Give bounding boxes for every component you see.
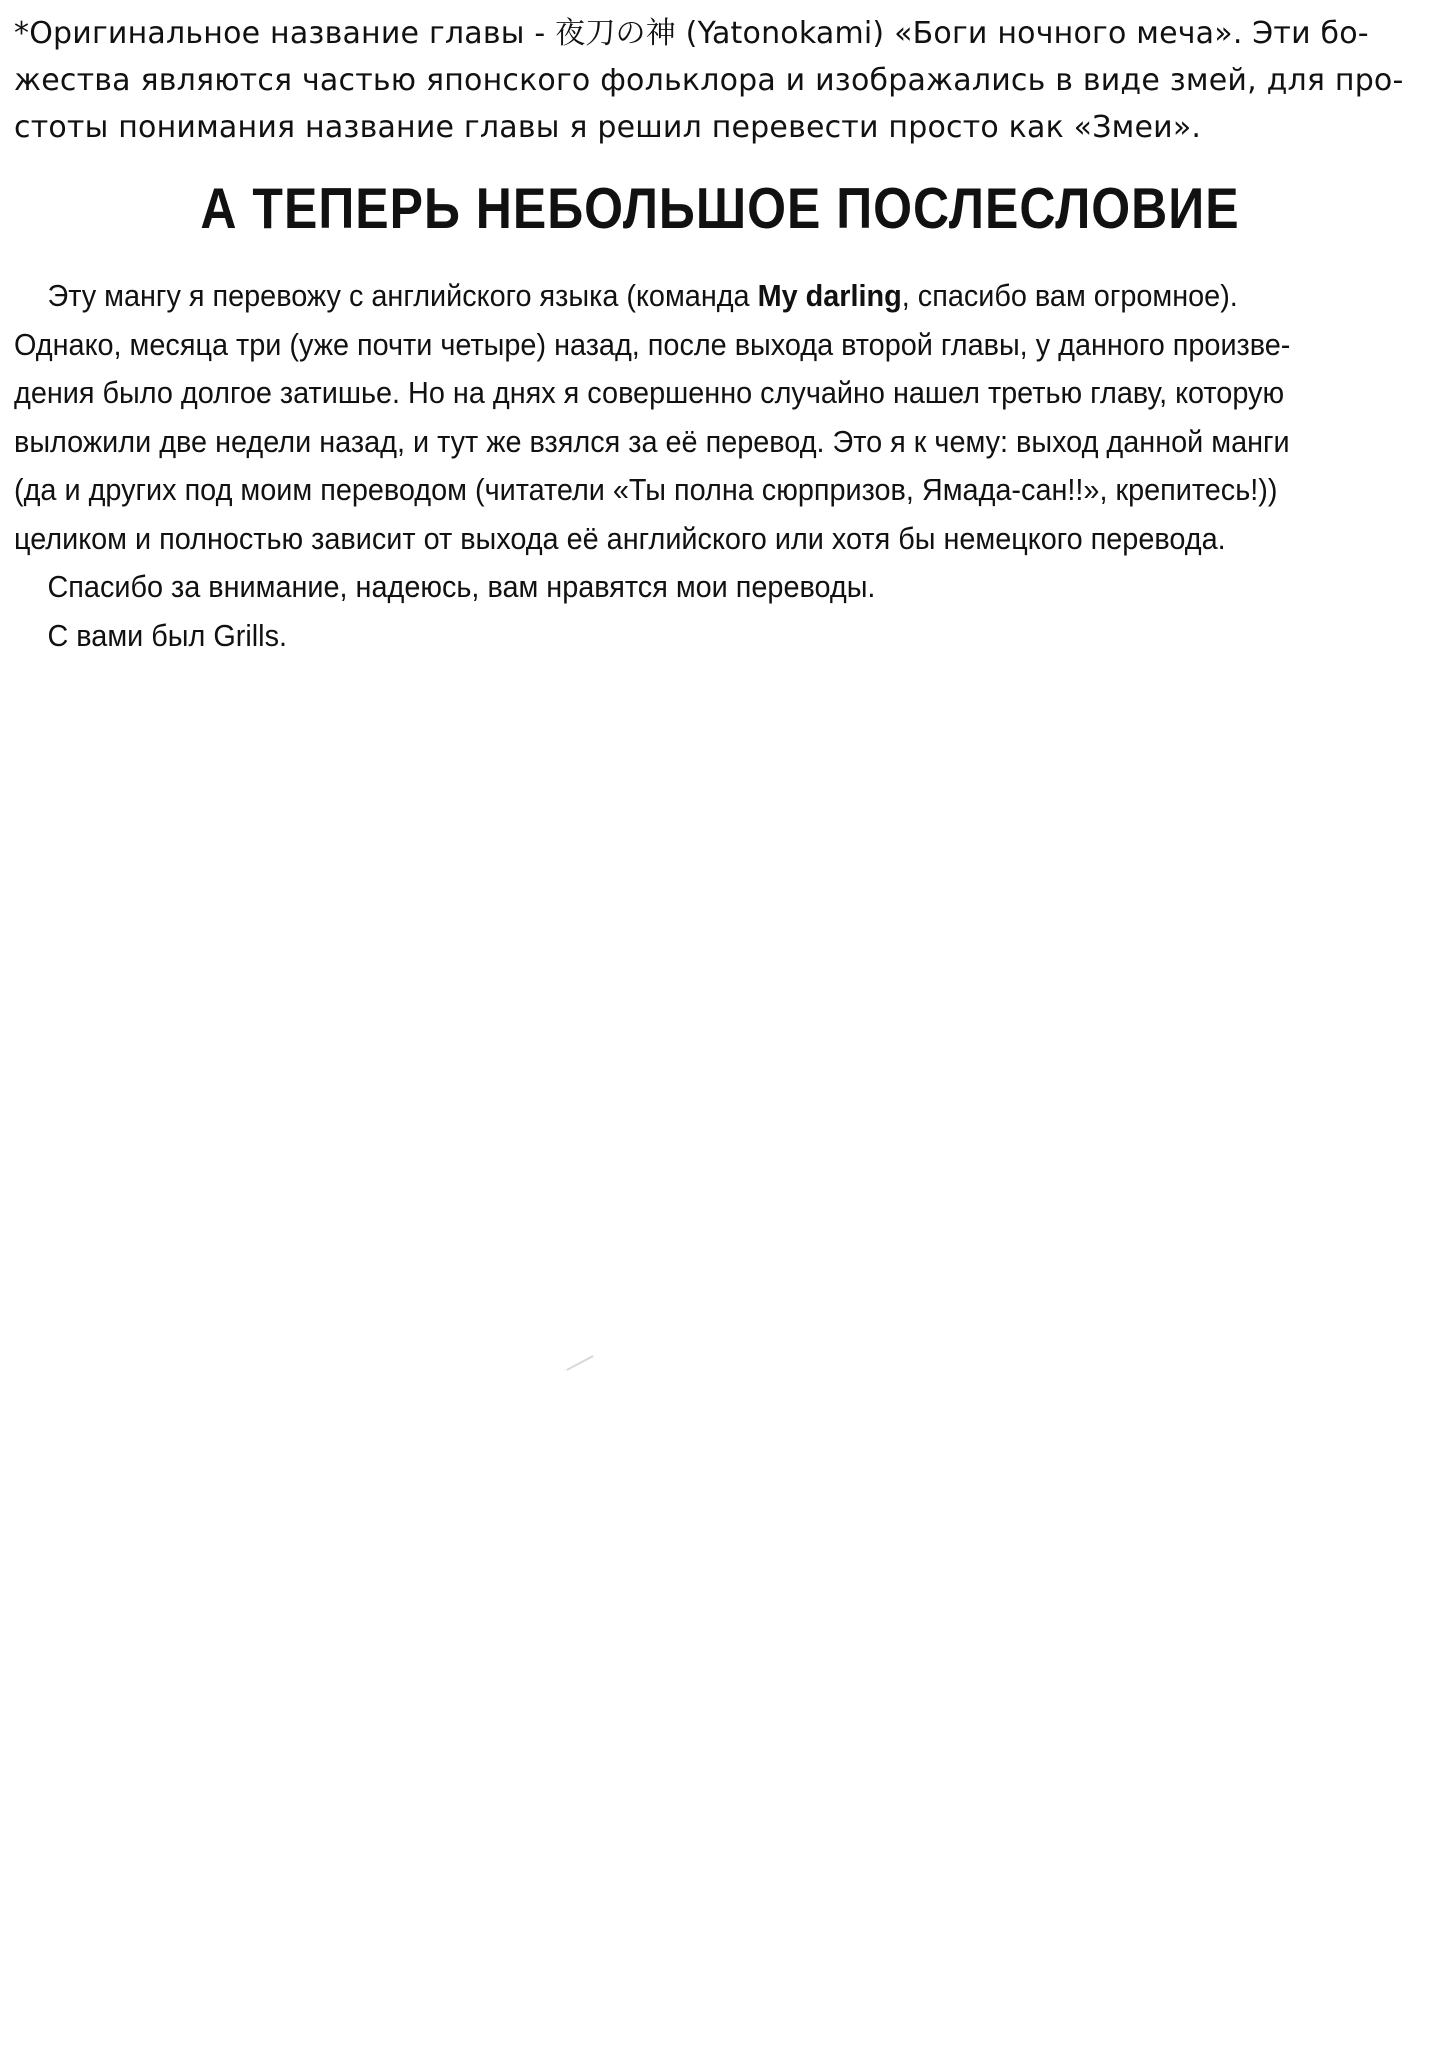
afterword-line: (да и других под моим переводом (читатели «Ты полна сюрпризов, Ямада-сан!!», крепитесь!)): [14, 472, 1278, 507]
signature-line: С вами был Grills.: [47, 617, 288, 653]
translator-footnote: [14, 10, 1414, 151]
afterword-line: дения было долгое затишье. Но на днях я совершенно случайно нашел третью главу, которую: [14, 375, 1285, 410]
afterword-text: , спасибо вам огромное).: [901, 278, 1238, 313]
footnote-line: *Оригинальное название главы - 夜刀の神 (Yatonokami) «Боги ночного меча». Эти бо-: [14, 16, 1369, 51]
team-name: My darling: [757, 278, 902, 313]
stray-pen-mark: [566, 1355, 593, 1371]
afterword-line: [14, 272, 1325, 321]
afterword-heading: А ТЕПЕРЬ НЕБОЛЬШОЕ ПОСЛЕСЛОВИЕ: [200, 176, 1240, 241]
afterword-body: [14, 272, 1424, 660]
afterword-line: целиком и полностью зависит от выхода её английского или хотя бы немецкого перевода.: [14, 520, 1226, 556]
thanks-line: Спасибо за внимание, надеюсь, вам нравятся мои переводы.: [47, 569, 876, 604]
afterword-line: выложили две недели назад, и тут же взялся за её перевод. Это я к чему: выход данной манги: [14, 423, 1290, 459]
afterword-line: Однако, месяца три (уже почти четыре) назад, после выхода второй главы, у данного произве-: [14, 326, 1291, 362]
footnote-line: жества являются частью японского фольклора и изображались в виде змей, для про-: [14, 63, 1404, 98]
afterword-text: Эту мангу я перевожу с английского языка (команда: [47, 278, 758, 313]
footnote-line: стоты понимания название главы я решил перевести просто как «Змеи».: [14, 110, 1202, 145]
